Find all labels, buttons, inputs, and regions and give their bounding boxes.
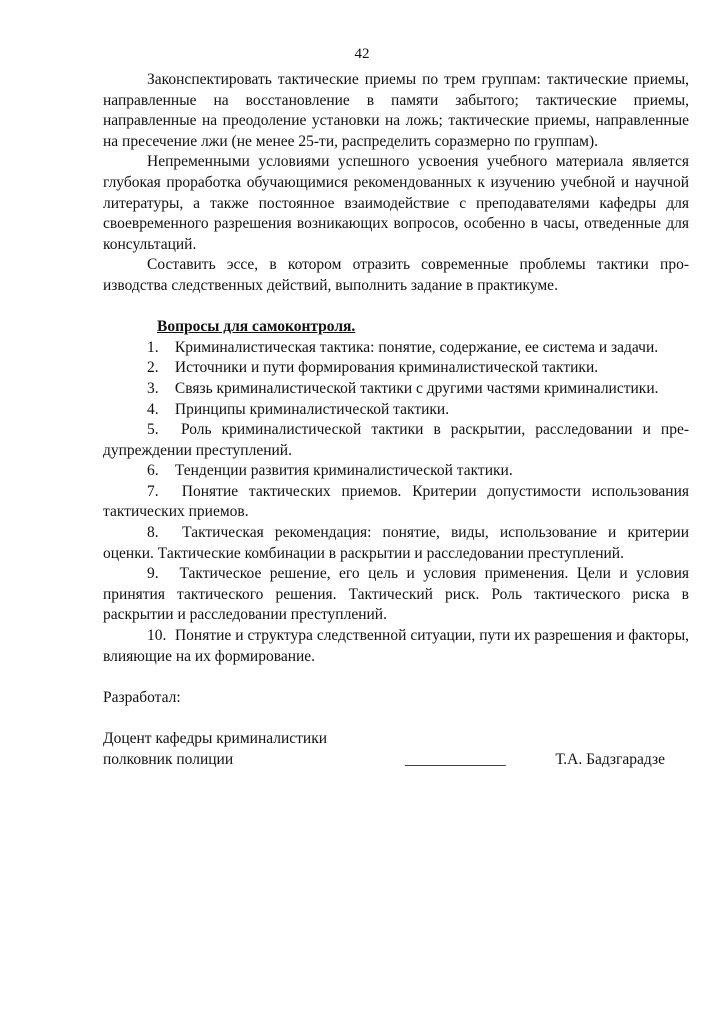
question-number: 8. xyxy=(147,524,159,542)
paragraph-summary-task: Законспектировать тактические приемы по трем группам: тактические приемы, направленные на восстановление в памяти забытого; тактические приемы, направленные на преодоление установки на ложь; тактические приемы, направленные на пресечение лжи (не менее 25-ти, распределить соразмерно по группам). xyxy=(103,71,689,150)
question-number: 2. xyxy=(147,359,159,377)
question-text: Роль криминалистической тактики в раскрытии, расследовании и предупреждении преступлений. xyxy=(103,421,690,459)
signature-position-line2: полковник полиции xyxy=(103,750,234,768)
question-text: Источники и пути формирования криминалистической тактики. xyxy=(174,359,599,377)
signatory-name: Т.А. Бадзгарадзе xyxy=(555,750,665,768)
page-number: 42 xyxy=(354,46,370,62)
signature-row xyxy=(103,750,689,771)
paragraph-essay-task: Составить эссе, в котором отразить современные проблемы тактики производства следственных действий, выполнить задание в практикуме. xyxy=(103,256,689,294)
developed-by-label: Разработал: xyxy=(103,688,181,706)
page-content xyxy=(103,70,689,770)
question-item xyxy=(103,461,689,482)
question-item xyxy=(103,338,689,359)
question-text: Принципы криминалистической тактики. xyxy=(174,400,450,418)
question-text: Связь криминалистической тактики с другими частями криминалистики. xyxy=(174,379,659,397)
question-number: 10. xyxy=(147,627,167,645)
question-text: Тактическая рекомендация: понятие, виды, использование и критерии оценки. Тактические комбинации в раскрытии и расследовании преступлений. xyxy=(103,524,690,562)
section-title-self-control: Вопросы для самоконтроля. xyxy=(157,318,356,336)
question-item xyxy=(103,358,689,379)
question-number: 3. xyxy=(147,379,159,397)
question-number: 5. xyxy=(147,421,159,439)
question-item xyxy=(103,420,689,461)
question-item xyxy=(103,626,689,667)
signature-underline: _____________ xyxy=(405,750,506,768)
question-text: Тенденции развития криминалистической тактики. xyxy=(174,462,513,480)
signature-position-line1: Доцент кафедры криминалистики xyxy=(103,730,328,747)
question-number: 1. xyxy=(147,338,159,356)
question-item xyxy=(103,523,689,564)
question-item xyxy=(103,379,689,400)
question-item xyxy=(103,400,689,421)
question-number: 4. xyxy=(147,400,159,418)
paragraph-study-conditions: Непременными условиями успешного усвоения учебного материала является глубокая проработка обучающимися рекомендованных к изучению учебной и научной литературы, а также постоянное взаимодействие с преподавателями кафедры для своевременного разрешения возникающих вопросов, особенно в часы, отведенные для консультаций. xyxy=(103,153,689,253)
question-item xyxy=(103,482,689,523)
question-text: Понятие тактических приемов. Критерии допустимости использования тактических приемов. xyxy=(103,482,689,521)
question-number: 7. xyxy=(147,482,159,500)
question-text: Понятие и структура следственной ситуации, пути их разрешения и факторы, влияющие на их формирование. xyxy=(103,627,689,665)
question-list xyxy=(103,338,689,668)
question-text: Криминалистическая тактика: понятие, содержание, ее система и задачи. xyxy=(174,338,659,356)
question-text: Тактическое решение, его цель и условия применения. Цели и условия принятия тактического решения. Тактический риск. Роль тактического риска в раскрытии и расследовании преступлений. xyxy=(103,565,690,624)
question-number: 6. xyxy=(147,462,159,480)
question-number: 9. xyxy=(147,565,159,583)
signature-block xyxy=(103,729,689,770)
question-item xyxy=(103,564,689,626)
